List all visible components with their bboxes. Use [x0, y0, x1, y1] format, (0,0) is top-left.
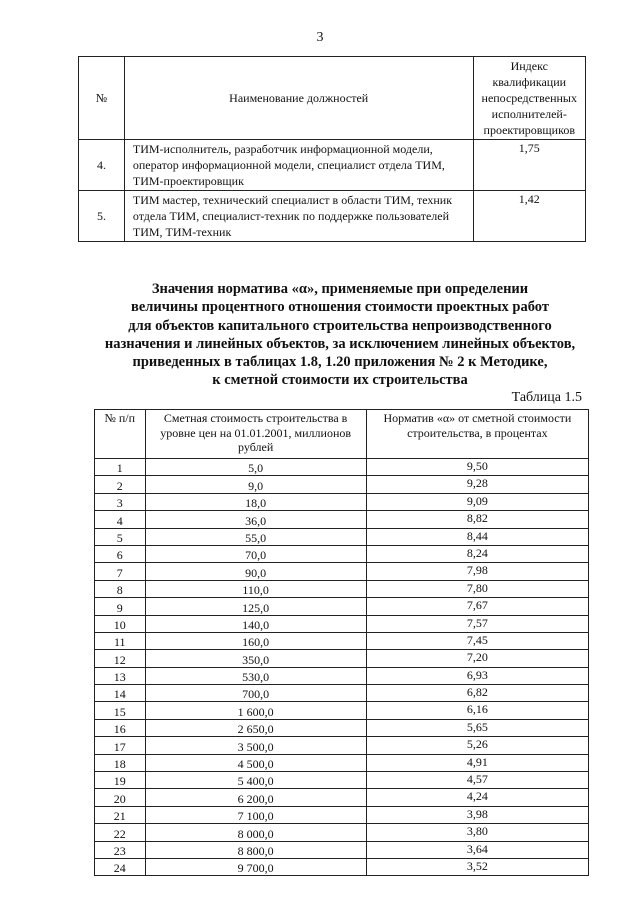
row-num: 1 [95, 459, 146, 476]
header-estimated-cost: Сметная стоимость строительства в уровне цен на 01.01.2001, миллионов рублей [145, 410, 366, 459]
row-estimated-cost: 530,0 [145, 667, 366, 684]
table-caption: Таблица 1.5 [511, 390, 582, 405]
row-estimated-cost: 2 650,0 [145, 719, 366, 736]
table-row [95, 528, 589, 545]
row-alpha-norm: 4,91 [366, 754, 588, 771]
qualification-table [78, 56, 586, 242]
row-estimated-cost: 140,0 [145, 615, 366, 632]
row-alpha-norm: 7,20 [366, 650, 588, 667]
row-alpha-norm: 7,57 [366, 615, 588, 632]
table-row [95, 806, 589, 823]
table-row [95, 476, 589, 493]
table-row [95, 772, 589, 789]
row-qualification-index: 1,42 [473, 191, 585, 242]
row-alpha-norm: 7,45 [366, 632, 588, 649]
row-alpha-norm: 3,52 [366, 858, 588, 875]
table-row [95, 667, 589, 684]
row-alpha-norm: 4,24 [366, 789, 588, 806]
row-alpha-norm: 7,98 [366, 563, 588, 580]
alpha-table-header [95, 410, 589, 459]
row-num: 14 [95, 685, 146, 702]
section-title-line: к сметной стоимости их строительства [212, 372, 468, 389]
row-estimated-cost: 8 800,0 [145, 841, 366, 858]
row-num: 24 [95, 858, 146, 875]
table-row [95, 511, 589, 528]
row-alpha-norm: 3,98 [366, 806, 588, 823]
header-position-name: Наименование должностей [124, 57, 473, 140]
row-alpha-norm: 7,67 [366, 598, 588, 615]
table-row [95, 580, 589, 597]
row-num: 12 [95, 650, 146, 667]
row-num: 10 [95, 615, 146, 632]
row-num: 23 [95, 841, 146, 858]
row-estimated-cost: 3 500,0 [145, 737, 366, 754]
table-row [95, 824, 589, 841]
table-row [95, 493, 589, 510]
header-qualification-index: Индекс квалификации непосредственных исполнителей-проектировщиков [473, 57, 585, 140]
row-num: 20 [95, 789, 146, 806]
header-num: № п/п [95, 410, 146, 459]
table-row [95, 615, 589, 632]
row-num: 7 [95, 563, 146, 580]
row-estimated-cost: 700,0 [145, 685, 366, 702]
table-row [95, 789, 589, 806]
row-estimated-cost: 7 100,0 [145, 806, 366, 823]
row-num: 21 [95, 806, 146, 823]
row-estimated-cost: 55,0 [145, 528, 366, 545]
row-num: 5 [95, 528, 146, 545]
table-row [95, 737, 589, 754]
row-alpha-norm: 7,80 [366, 580, 588, 597]
table-row [95, 841, 589, 858]
section-title-line: величины процентного отношения стоимости проектных работ [130, 299, 549, 316]
table-row [79, 191, 586, 242]
row-num: 19 [95, 772, 146, 789]
row-num: 16 [95, 719, 146, 736]
row-qualification-index: 1,75 [473, 140, 585, 191]
row-estimated-cost: 160,0 [145, 632, 366, 649]
row-num: 13 [95, 667, 146, 684]
row-position-name: ТИМ мастер, технический специалист в области ТИМ, техник отдела ТИМ, специалист-техник по поддержке пользователей ТИМ, ТИМ-техник [124, 191, 473, 242]
table-row [95, 598, 589, 615]
row-num: 8 [95, 580, 146, 597]
row-alpha-norm: 5,26 [366, 737, 588, 754]
page-number: 3 [316, 30, 324, 45]
row-alpha-norm: 3,80 [366, 824, 588, 841]
table-row [95, 650, 589, 667]
row-alpha-norm: 8,44 [366, 528, 588, 545]
table-row [95, 632, 589, 649]
row-alpha-norm: 6,93 [366, 667, 588, 684]
row-alpha-norm: 3,64 [366, 841, 588, 858]
row-estimated-cost: 9,0 [145, 476, 366, 493]
row-num: 15 [95, 702, 146, 719]
row-alpha-norm: 6,82 [366, 685, 588, 702]
row-alpha-norm: 4,57 [366, 772, 588, 789]
row-num: 4 [95, 511, 146, 528]
row-estimated-cost: 18,0 [145, 493, 366, 510]
table-row [95, 719, 589, 736]
row-estimated-cost: 6 200,0 [145, 789, 366, 806]
table-row [95, 545, 589, 562]
table-row [95, 685, 589, 702]
table-row [95, 754, 589, 771]
row-estimated-cost: 110,0 [145, 580, 366, 597]
row-estimated-cost: 1 600,0 [145, 702, 366, 719]
row-alpha-norm: 6,16 [366, 702, 588, 719]
row-estimated-cost: 9 700,0 [145, 858, 366, 875]
row-num: 22 [95, 824, 146, 841]
row-num: 11 [95, 632, 146, 649]
section-title-line: приведенных в таблицах 1.8, 1.20 приложения № 2 к Методике, [132, 354, 548, 371]
row-estimated-cost: 350,0 [145, 650, 366, 667]
row-estimated-cost: 90,0 [145, 563, 366, 580]
row-alpha-norm: 9,28 [366, 476, 588, 493]
row-num: 2 [95, 476, 146, 493]
table-row [95, 459, 589, 476]
row-num: 18 [95, 754, 146, 771]
row-alpha-norm: 8,82 [366, 511, 588, 528]
row-alpha-norm: 9,09 [366, 493, 588, 510]
header-num: № [79, 57, 125, 140]
section-title-line: Значения норматива «α», применяемые при определении [151, 281, 529, 297]
table-row [79, 140, 586, 191]
row-estimated-cost: 125,0 [145, 598, 366, 615]
qualification-table-header [79, 57, 586, 140]
row-estimated-cost: 4 500,0 [145, 754, 366, 771]
row-estimated-cost: 36,0 [145, 511, 366, 528]
table-row [95, 563, 589, 580]
row-num: 6 [95, 545, 146, 562]
row-estimated-cost: 5 400,0 [145, 772, 366, 789]
row-estimated-cost: 8 000,0 [145, 824, 366, 841]
section-title-line: для объектов капитального строительства непроизводственного [128, 317, 552, 334]
section-title-line: назначения и линейных объектов, за исключением линейных объектов, [104, 335, 576, 352]
row-num: 9 [95, 598, 146, 615]
row-num: 3 [95, 493, 146, 510]
section-title [80, 280, 600, 390]
table-row [95, 858, 589, 875]
row-num: 4. [79, 140, 125, 191]
row-alpha-norm: 8,24 [366, 545, 588, 562]
row-estimated-cost: 5,0 [145, 459, 366, 476]
row-num: 17 [95, 737, 146, 754]
row-estimated-cost: 70,0 [145, 545, 366, 562]
header-alpha-norm: Норматив «α» от сметной стоимости строительства, в процентах [366, 410, 588, 459]
row-num: 5. [79, 191, 125, 242]
row-position-name: ТИМ-исполнитель, разработчик информационной модели, оператор информационной модели, специалист отдела ТИМ, ТИМ-проектировщик [124, 140, 473, 191]
row-alpha-norm: 9,50 [366, 459, 588, 476]
alpha-norm-table [94, 409, 589, 876]
row-alpha-norm: 5,65 [366, 719, 588, 736]
table-row [95, 702, 589, 719]
